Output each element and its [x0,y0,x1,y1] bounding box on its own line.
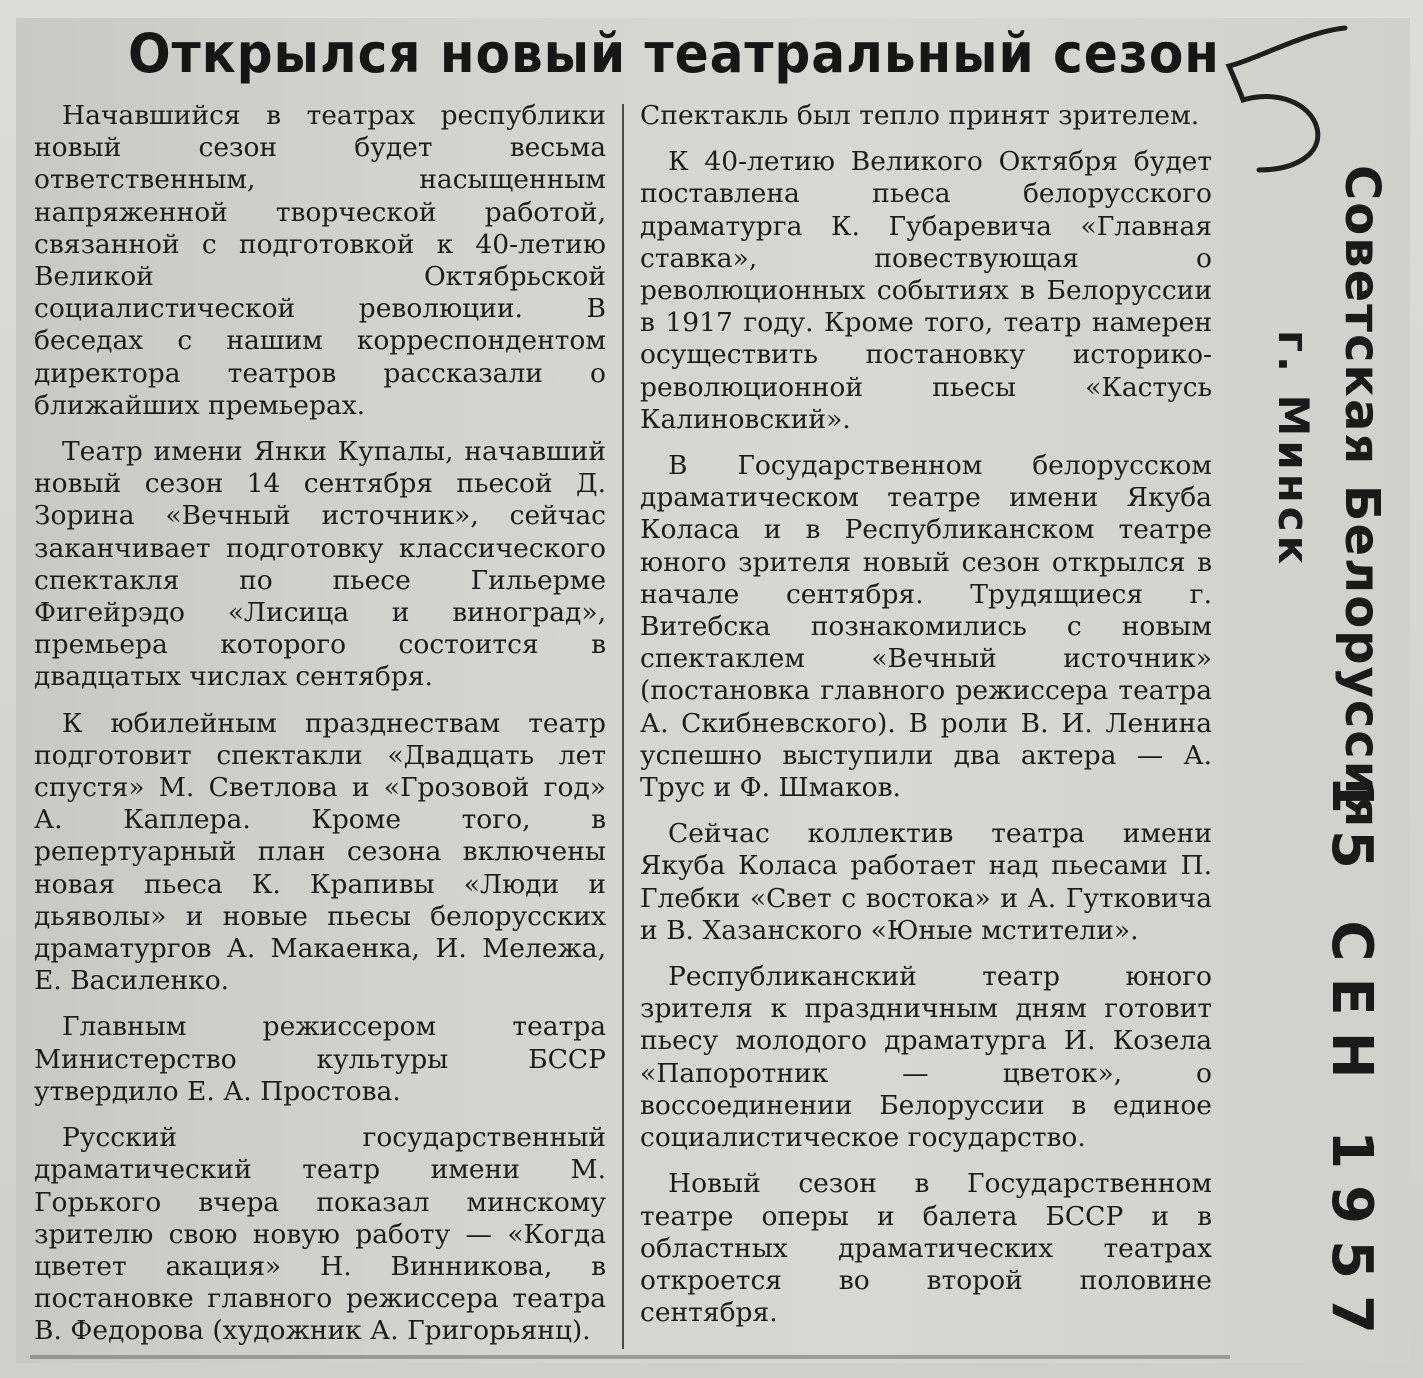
article-headline: Открылся новый театральный сезон [128,22,1220,85]
article-column-right [640,100,1212,1343]
column-divider [622,104,624,1349]
article-column-left [34,100,606,1362]
paragraph: К 40-летию Великого Октября будет поставлена пьеса белорусского драматурга К. Губаревича «Главная ставка», повествующая о революционных событиях в Белоруссии в 1917 году. Кроме того, театр намерен осуществить постановку историко-революционной пьесы «Кастусь Калиновский». [640,146,1212,435]
bottom-rule [30,1355,1230,1359]
paragraph: Спектакль был тепло принят зрителем. [640,100,1200,131]
paragraph: В Государственном белорусском драматическом театре имени Якуба Коласа и в Республиканском театре юного зрителя новый сезон открылся в начале сентября. Трудящиеся г. Витебска познакомились с новым спектаклем «Вечный источник» (постановка главного режиссера театра А. Скибневского). В роли В. И. Ленина успешно выступили два актера — А. Трус и Ф. Шмаков. [640,450,1212,804]
paragraph: Начавшийся в театрах республики новый сезон будет весьма ответственным, насыщенным напряженной творческой работой, связанной с подготовкой к 40-летию Великой Октябрьской социалистической революции. В беседах с нашим корреспондентом директора театров рассказали о ближайших премьерах. [34,100,606,421]
stamp-date: 15 СЕН 1957 [1319,775,1384,1350]
paragraph: Сейчас коллектив театра имени Якуба Коласа работает над пьесами П. Глебки «Свет с востока» и А. Гутковича и В. Хазанского «Юные мстители». [640,818,1212,946]
stamp-city: г. Минск [1269,330,1318,569]
stamp-newspaper-name: Советская Белоруссия [1334,165,1390,830]
paragraph: Театр имени Янки Купалы, начавший новый сезон 14 сентября пьесой Д. Зорина «Вечный источник», сейчас заканчивает подготовку классического спектакля по пьесе Гильерме Фигейрэдо «Лисица и виноград», премьера которого состоится в двадцатых числах сентября. [34,436,606,693]
paragraph: К юбилейным празднествам театр подготовит спектакли «Двадцать лет спустя» М. Светлова и «Грозовой год» А. Каплера. Кроме того, в репертуарный план сезона включены новая пьеса К. Крапивы «Люди и дьяволы» и новые пьесы белорусских драматургов А. Макаенка, И. Мележа, Е. Василенко. [34,707,606,997]
paragraph: Русский государственный драматический театр имени М. Горького вчера показал минскому зрителю свою новую работу — «Когда цветет акация» Н. Винникова, в постановке главного режиссера театра В. Федорова (художник А. Григорьянц). [34,1122,606,1347]
paragraph: Главным режиссером театра Министерство культуры БССР утвердило Е. А. Простова. [34,1011,606,1107]
paragraph: Новый сезон в Государственном театре оперы и балета БССР и в областных драматических театрах откроется во второй половине сентября. [640,1168,1212,1329]
paragraph: Республиканский театр юного зрителя к праздничным дням готовит пьесу молодого драматурга И. Козела «Папоротник — цветок», о воссоединении Белоруссии в единое социалистическое государство. [640,961,1212,1154]
